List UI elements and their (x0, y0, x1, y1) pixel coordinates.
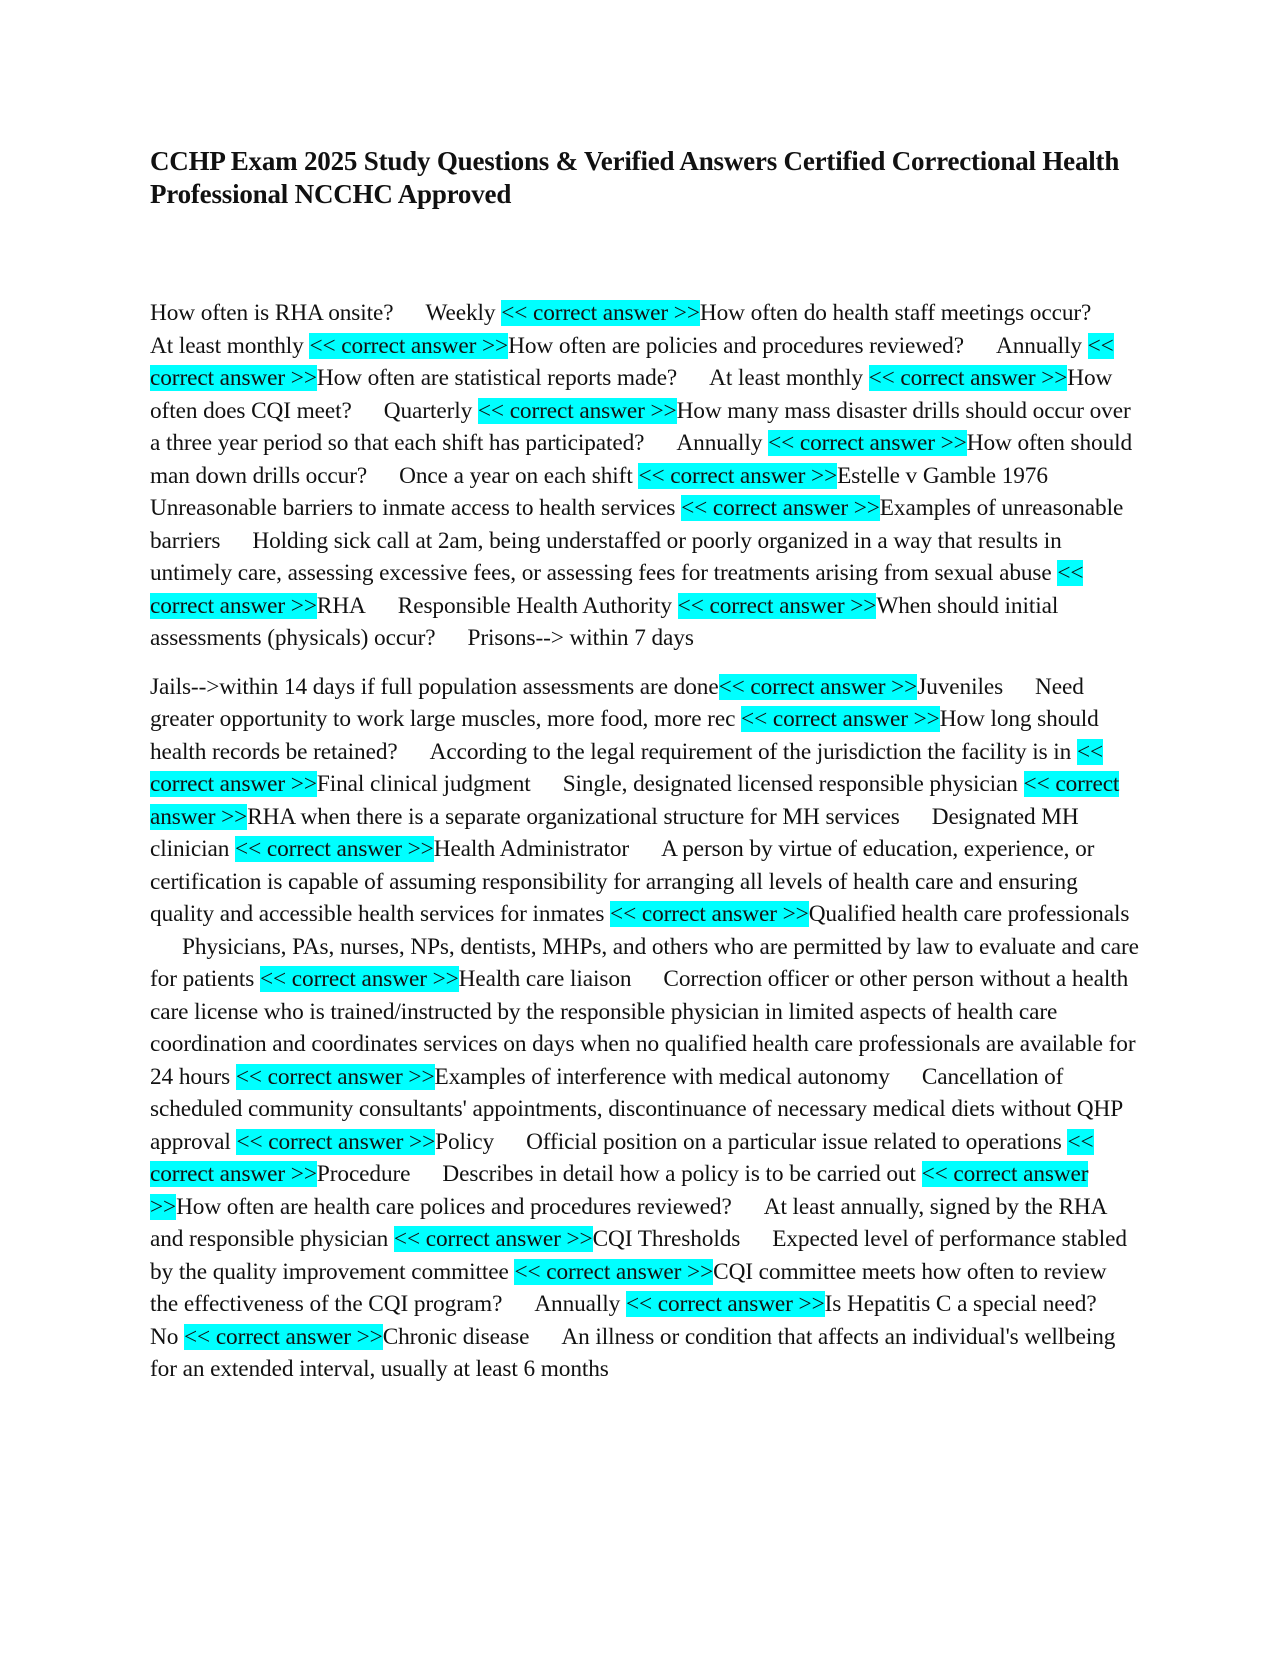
correct-answer-marker: << correct answer >> (741, 706, 940, 732)
answer-text: According to the legal requirement of the jurisdiction the facility is in (429, 738, 1072, 765)
correct-answer-marker: << correct answer >> (677, 592, 877, 619)
answer-text: Cancellation of scheduled community consultants' appointments, discontinuance of necessary medical diets without QHP approval (150, 1063, 1123, 1155)
answer-text: Annually (995, 332, 1082, 359)
correct-answer-marker: << correct answer >> (150, 560, 1084, 619)
question-text: How often are policies and procedures reviewed? (508, 332, 964, 359)
correct-answer-marker: << correct answer >> (150, 332, 1114, 391)
answer-text: Weekly (425, 300, 496, 326)
question-text: Final clinical judgment (316, 771, 531, 797)
question-text: Examples of unreasonable barriers (150, 495, 1124, 554)
question-text: How often are statistical reports made? (316, 365, 678, 391)
correct-answer-marker: << correct answer >> (868, 365, 1068, 391)
correct-answer-marker: << correct answer >> (150, 1128, 1094, 1187)
answer-text: No (150, 1323, 179, 1350)
answer-text: At least monthly (150, 332, 304, 359)
correct-answer-marker: << correct answer >> (235, 836, 434, 862)
correct-answer-marker: << correct answer >> (236, 1128, 436, 1155)
question-text: Policy (435, 1128, 495, 1155)
answer-text: A person by virtue of education, experience, or certification is capable of assuming responsibility for arranging all levels of health care and ensuring quality and accessible health services for inmates (150, 836, 1095, 927)
correct-answer-marker: << correct answer >> (393, 1226, 593, 1252)
correct-answer-marker: << correct answer >> (638, 462, 838, 489)
question-text: Examples of interference with medical autonomy (434, 1063, 890, 1090)
question-text: Estelle v Gamble 1976 (837, 462, 1048, 489)
answer-text: Responsible Health Authority (397, 592, 672, 619)
answer-text: Physicians, PAs, nurses, NPs, dentists, MHPs, and others who are permitted by law to evaluate and care for patients (150, 933, 1139, 992)
qa-paragraph-2 (150, 671, 1140, 1386)
question-text: How often should man down drills occur? (150, 430, 1133, 489)
question-text: CQI Thresholds (592, 1226, 741, 1252)
correct-answer-marker: << correct answer >> (477, 397, 677, 424)
answer-text: Official position on a particular issue related to operations (526, 1128, 1062, 1155)
correct-answer-marker: << correct answer >> (610, 901, 809, 927)
answer-text: Single, designated licensed responsible physician (562, 771, 1018, 797)
answer-text: At least annually, signed by the RHA and responsible physician (150, 1193, 1107, 1252)
question-text: How often are health care polices and procedures reviewed? (176, 1193, 732, 1220)
question-text: Health Administrator (433, 836, 630, 862)
question-text: Health care liaison (458, 966, 632, 992)
correct-answer-marker: << correct answer >> (501, 300, 700, 326)
answer-text: Unreasonable barriers to inmate access to health services (150, 495, 676, 521)
answer-text: Expected level of performance stabled by the quality improvement committee (150, 1226, 1127, 1285)
correct-answer-marker: << correct answer >> (681, 495, 880, 521)
correct-answer-marker: << correct answer >> (184, 1323, 383, 1350)
question-text: How often is RHA onsite? (150, 300, 394, 326)
question-text: How often do health staff meetings occur? (699, 300, 1092, 326)
answer-text: Jails-->within 14 days if full population assessments are done (150, 673, 719, 700)
correct-answer-marker: << correct answer >> (768, 430, 967, 456)
answer-text: Annually (676, 430, 763, 456)
question-text: Juveniles (917, 673, 1004, 700)
correct-answer-marker: << correct answer >> (309, 332, 509, 359)
answer-text: Annually (534, 1291, 621, 1317)
document-title: CCHP Exam 2025 Study Questions & Verified Answers Certified Correctional Health Professional NCCHC Approved (150, 146, 1120, 209)
question-text: When should initial assessments (physicals) occur? (150, 592, 1059, 651)
correct-answer-marker: << correct answer >> (150, 738, 1104, 797)
qa-paragraph-1 (150, 297, 1140, 655)
answer-text: Designated MH clinician (150, 803, 1079, 862)
question-text: How often does CQI meet? (150, 365, 1113, 424)
question-text: Is Hepatitis C a special need? (824, 1291, 1097, 1317)
correct-answer-marker: << correct answer >> (625, 1291, 825, 1317)
question-text: RHA when there is a separate organizational structure for MH services (247, 803, 900, 830)
answer-text: At least monthly (709, 365, 863, 391)
question-text: Procedure (316, 1161, 411, 1187)
document-page (150, 145, 1140, 1386)
question-text: Qualified health care professionals (808, 901, 1130, 927)
answer-text: Quarterly (383, 397, 473, 424)
correct-answer-marker: << correct answer >> (260, 966, 459, 992)
correct-answer-marker: << correct answer >> (514, 1258, 714, 1285)
correct-answer-marker: << correct answer >> (235, 1063, 435, 1090)
correct-answer-marker: << correct answer >> (718, 673, 918, 700)
answer-text: Describes in detail how a policy is to be carried out (442, 1161, 916, 1187)
answer-text: Holding sick call at 2am, being understaffed or poorly organized in a way that results in untimely care, assessing excessive fees, or assessing fees for treatments arising from sexual abuse (150, 527, 1062, 586)
answer-text: Need greater opportunity to work large muscles, more food, more rec (150, 673, 1084, 732)
correct-answer-marker: << correct answer >> (150, 1161, 1089, 1220)
question-text: How long should health records be retained? (150, 706, 1099, 765)
question-text: CQI committee meets how often to review the effectiveness of the CQI program? (150, 1258, 1107, 1317)
document-body (150, 297, 1140, 1386)
question-text: Chronic disease (382, 1323, 530, 1350)
answer-text: Prisons--> within 7 days (467, 625, 694, 651)
correct-answer-marker: << correct answer >> (150, 771, 1120, 830)
question-text: How many mass disaster drills should occur over a three year period so that each shift has participated? (150, 397, 1131, 456)
answer-text: Once a year on each shift (399, 462, 633, 489)
answer-text: An illness or condition that affects an individual's wellbeing for an extended interval, usually at least 6 months (150, 1323, 1116, 1382)
answer-text: Correction officer or other person without a health care license who is trained/instructed by the responsible physician in limited aspects of health care coordination and coordinates services on days when no qualified health care professionals are available for 24 hours (150, 966, 1136, 1090)
question-text: RHA (316, 592, 366, 619)
